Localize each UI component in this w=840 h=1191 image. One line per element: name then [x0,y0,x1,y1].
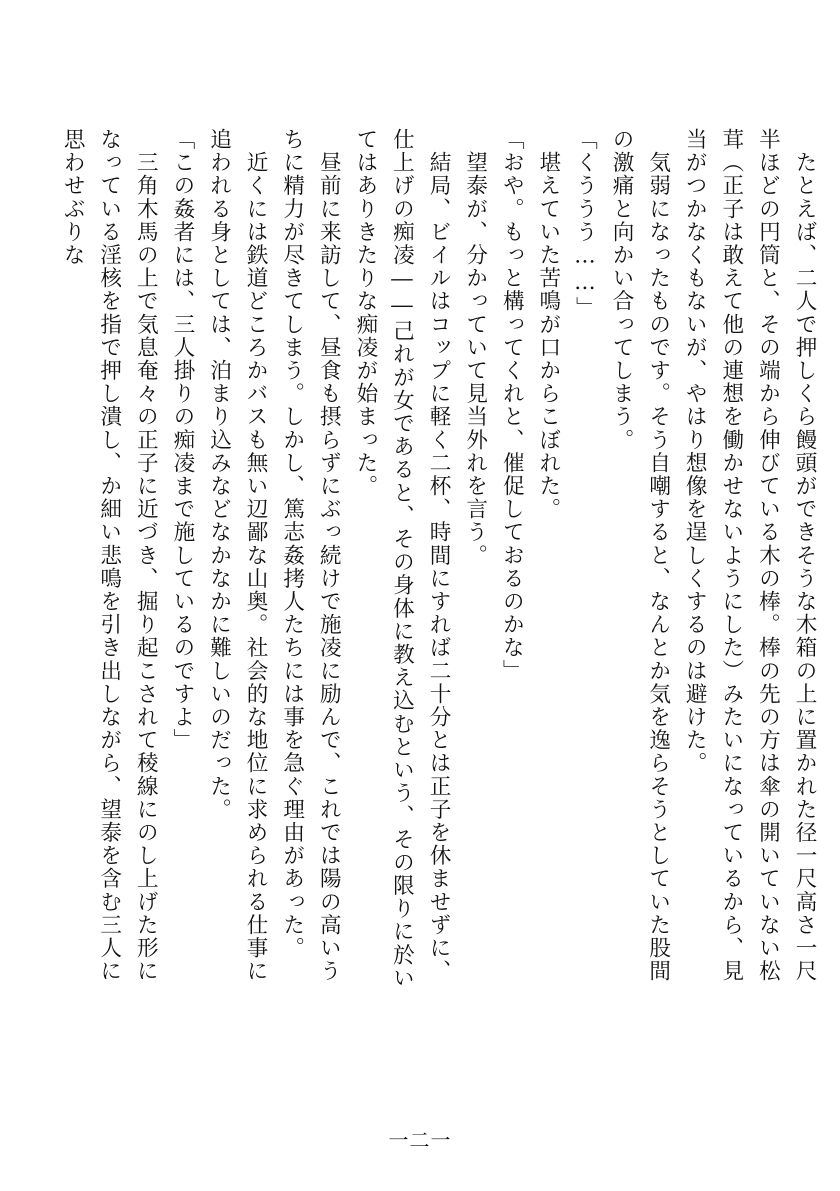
paragraph: 結局、ビイルはコップに軽く二杯、時間にすれば二十分とは正子を休ませずに、仕上げの痴凌――己れが女であると、その身体に教え込むという、その限りに於いてはありきたりな痴凌が始まった。 [352,128,452,990]
paragraph: 近くには鉄道どころかバスも無い辺鄙な山奥。社会的な地位に求められる仕事に追われる身としては、泊まり込みなどなかなかに難しいのだった。 [206,128,269,983]
paragraph: 昼前に来訪して、昼食も摂らずにぶっ続けで施凌に励んで、これでは陽の高いうちに精力が尽きてしまう。しかし、篤志姦拷人たちには事を急ぐ理由があった。 [279,128,342,983]
dialogue-line: 「おや。もっと構ってくれと、催促しておるのかな」 [499,128,525,683]
paragraph: 望泰が、分かっていて見当外れを言う。 [462,128,488,567]
paragraph: 気弱になったものです。そう自嘲すると、なんとか気を逸らそうとしていた股間の激痛と向かい合ってしまう。 [609,128,671,983]
page-number: 一二一 [388,1128,452,1152]
dialogue-line: 「この姦者には、三人掛りの痴凌まで施しているのですよ」 [169,128,195,752]
paragraph: たとえば、二人で押しくら饅頭ができそうな木箱の上に置かれた径一尺高さ一尺半ほどの円筒と、その端から伸びている木の棒。棒の先の方は傘の開いていない松茸（正子は敢えて他の連想を働かせないようにした）みたいになっているから、見当がつかなくもないが、やはり想像を逞しくするのは避けた。 [682,128,817,983]
paragraph: 堪えていた苦鳴が口からこぼれた。 [535,128,561,521]
dialogue-line: 「くううう……」 [572,128,598,320]
vertical-body-text [22,128,822,998]
paragraph: 三角木馬の上で気息奄々の正子に近づき、掘り起こされて稜線にのし上げた形になっている淫核を指で押し潰し、か細い悲鳴を引き出しながら、望泰を含む三人に思わせぶりな [60,128,159,983]
